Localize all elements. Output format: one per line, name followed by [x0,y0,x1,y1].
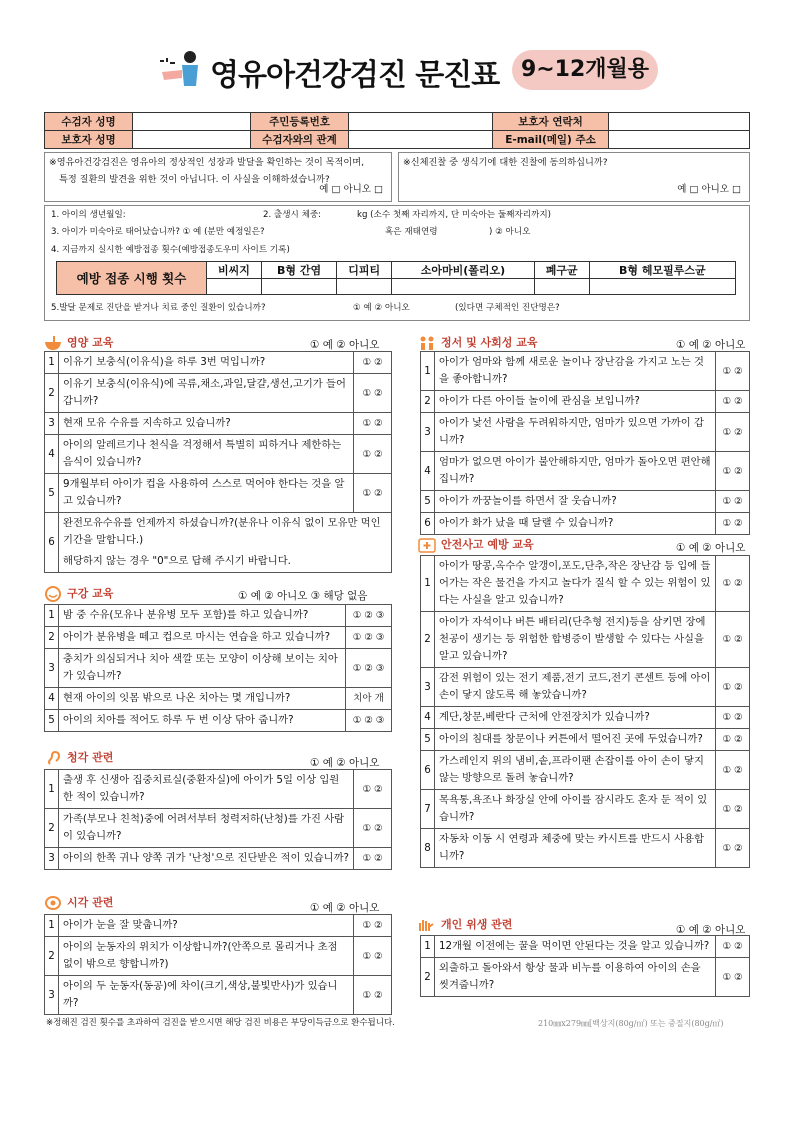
question-number: 3 [45,976,59,1015]
consent-genital-text: ※신체진찰 중 생식기에 대한 진찰에 동의하십니까? [403,157,608,168]
table-row [45,976,392,1015]
question-text: 가스레인지 위의 냄비,솥,프라이팬 손잡이를 아이 손이 닿지 않는 방향으로 돌려 놓습니까? [435,751,716,790]
guardian-name-label: 보호자 성명 [45,131,133,149]
vaccine-hib: B형 헤모필루스균 [589,262,735,279]
table-row [421,491,750,513]
vaccine-count-field[interactable] [534,279,589,295]
hygiene-options: ① 예 ② 아니오 [676,924,746,936]
question-text: 이유기 보충식(이유식)을 하루 3번 먹입니까? [59,352,354,374]
question-text: 출생 후 신생아 집중치료실(중환자실)에 아이가 5일 이상 입원한 적이 있습니까? [59,770,354,809]
footer-notice: ※정해진 검진 횟수를 초과하여 검진을 받으시면 해당 검진 비용은 부당이득금으로 환수됩니다. [46,1018,395,1028]
premature-question: 3. 아이가 미숙아로 태어났습니까? ① 예 (분만 예정일은? [51,227,265,237]
question-text: 가족(부모나 친척)중에 어려서부터 청력저하(난청)를 가진 사람이 있습니까? [59,809,354,848]
question-text: 현재 아이의 잇몸 밖으로 나온 치아는 몇 개입니까? [59,688,346,710]
vaccination-header: 예방 접종 시행 횟수 [57,262,207,295]
answer-options[interactable]: ① ② [354,374,392,413]
answer-options[interactable]: ① ② [716,452,750,491]
table-row [45,435,392,474]
emotion-options: ① 예 ② 아니오 [676,339,746,351]
identity-table [44,112,750,149]
relationship-label: 수검자와의 관계 [251,131,349,149]
oral-table [44,604,392,732]
vision-table [44,914,392,1015]
answer-options[interactable]: ① ② [354,352,392,374]
email-field[interactable] [609,131,750,149]
people-icon [418,335,436,351]
first-aid-icon [418,537,436,553]
hearing-options: ① 예 ② 아니오 [310,757,380,769]
table-row [421,612,750,668]
vision-title-text: 시각 관련 [67,896,114,909]
vaccine-count-field[interactable] [261,279,336,295]
question-number: 7 [421,790,435,829]
smile-icon [44,586,62,602]
question-number: 4 [421,707,435,729]
diagnosis-name-label: (있다면 구체적인 진단명은? [455,303,560,313]
table-row [45,352,392,374]
answer-options[interactable]: ① ② [354,413,392,435]
header [150,44,670,100]
guardian-phone-label: 보호자 연락처 [493,113,609,131]
table-row [421,668,750,707]
hygiene-title [418,916,512,933]
vaccine-bcg: 비씨지 [207,262,262,279]
vaccine-count-field[interactable] [589,279,735,295]
answer-options[interactable]: ① ② [354,435,392,474]
question-text: 아이가 화가 났을 때 달랠 수 있습니까? [435,513,716,535]
guardian-name-field[interactable] [133,131,251,149]
question-text: 아이의 눈동자의 위치가 이상합니까?(안쪽으로 몰리거나 초점 없이 밖으로 향합니까?) [59,937,354,976]
question-number: 3 [421,413,435,452]
table-row [45,413,392,435]
table-row [421,707,750,729]
eye-icon [44,895,62,911]
answer-options[interactable]: ① ② [354,937,392,976]
premature-no-option[interactable]: ) ② 아니오 [489,227,531,237]
question-number: 4 [421,452,435,491]
email-label: E-mail(메일) 주소 [493,131,609,149]
vaccine-polio: 소아마비(폴리오) [392,262,535,279]
gestational-age-label: 혹은 재태연령 [385,227,438,237]
oral-options: ① 예 ② 아니오 ③ 해당 없음 [238,590,368,602]
answer-options[interactable]: ① ② [716,958,750,997]
question-number: 2 [421,612,435,668]
question-number: 6 [45,513,59,573]
oral-title [44,585,113,602]
table-row [421,751,750,790]
question-number: 1 [45,605,59,627]
table-row [421,958,750,997]
vaccine-hepb: B형 간염 [261,262,336,279]
table-row [421,352,750,391]
question-number: 4 [45,688,59,710]
consent-purpose-box [44,152,392,202]
question-text: 아이의 한쪽 귀나 양쪽 귀가 '난청'으로 진단받은 적이 있습니까? [59,848,354,870]
answer-options[interactable]: ① ② [354,915,392,937]
safety-title-text: 안전사고 예방 교육 [441,538,534,551]
answer-options[interactable]: ① ② [716,513,750,535]
answer-options[interactable]: ① ② [354,848,392,870]
question-number: 6 [421,513,435,535]
question-number: 5 [45,474,59,513]
table-row [45,374,392,413]
development-question: 5.발달 문제로 진단을 받거나 치료 중인 질환이 있습니까? [51,303,266,313]
question-text: 아이가 눈을 잘 맞춥니까? [59,915,354,937]
consent-purpose-checkbox[interactable]: 예 □ 아니오 □ [319,184,383,195]
birthdate-label: 1. 아이의 생년월일: [51,210,126,220]
question-number: 2 [421,391,435,413]
question-number: 3 [45,649,59,688]
question-text: 감전 위험이 있는 전기 제품,전기 코드,전기 콘센트 등에 아이 손이 닿지 않도록 해 놓았습니까? [435,668,716,707]
consent-genital-checkbox[interactable]: 예 □ 아니오 □ [677,184,741,195]
question-number: 8 [421,829,435,868]
table-row [421,829,750,868]
question-text: 아이가 낯선 사람을 두려워하지만, 엄마가 있으면 가까이 갑니까? [435,413,716,452]
nutrition-title [44,334,113,351]
question-text-main: 완전모유수유를 언제까지 하셨습니까?(분유나 이유식 없이 모유만 먹인 기간을 말합니다.) [63,517,381,546]
question-text: 12개월 이전에는 꿀을 먹이면 안된다는 것을 알고 있습니까? [435,936,716,958]
table-row [45,937,392,976]
table-row [45,474,392,513]
hands-icon [418,917,436,933]
doctor-icon [158,48,202,90]
question-number: 1 [421,936,435,958]
vision-options: ① 예 ② 아니오 [310,902,380,914]
nutrition-options: ① 예 ② 아니오 [310,339,380,351]
answer-options[interactable]: ① ② ③ [346,710,392,732]
nutrition-table [44,351,392,573]
question-text: 외출하고 돌아와서 항상 물과 비누를 이용하여 아이의 손을 씻겨줍니까? [435,958,716,997]
answer-options[interactable]: ① ② [354,474,392,513]
question-text: 아이가 엄마와 함께 새로운 놀이나 장난감을 가지고 노는 것을 좋아합니까? [435,352,716,391]
table-row [421,729,750,751]
question-number: 5 [45,710,59,732]
bowl-icon [44,335,62,351]
question-text: 아이의 두 눈동자(동공)에 차이(크기,색상,불빛반사)가 있습니까? [59,976,354,1015]
question-number: 1 [45,352,59,374]
table-row [421,391,750,413]
vaccine-count-field[interactable] [337,279,392,295]
question-number: 1 [421,352,435,391]
ear-icon [44,750,62,766]
hygiene-title-text: 개인 위생 관련 [441,918,513,931]
question-text-note: 해당하지 않는 경우 "0"으로 답해 주시기 바랍니다. [63,555,291,567]
emotion-title [418,334,538,351]
hearing-title-text: 청각 관련 [67,751,114,764]
question-text: 아이의 치아를 적어도 하루 두 번 이상 닦아 줍니까? [59,710,346,732]
question-text: 아이가 까꿍놀이를 하면서 잘 웃습니까? [435,491,716,513]
answer-options[interactable]: ① ② ③ [346,649,392,688]
question-number: 5 [421,491,435,513]
paper-spec: 210㎜x279㎜[백상지(80g/㎡) 또는 중질지(80g/㎡) [538,1019,724,1028]
table-row [45,605,392,627]
table-row [421,936,750,958]
birth-weight-unit: kg (소수 첫째 자리까지, 단 미숙아는 둘째자리까지) [357,210,551,220]
answer-options[interactable]: ① ② [716,556,750,612]
vaccine-count-field[interactable] [207,279,262,295]
answer-options[interactable]: ① ② [354,770,392,809]
relationship-field[interactable] [349,131,493,149]
vaccine-pneumococcal: 폐구균 [534,262,589,279]
consent-genital-box [398,152,750,202]
question-number: 2 [45,937,59,976]
question-number: 3 [45,848,59,870]
answer-options[interactable]: ① ② [716,936,750,958]
answer-options[interactable]: ① ② [716,612,750,668]
guardian-phone-field[interactable] [609,113,750,131]
resident-number-field[interactable] [349,113,493,131]
hygiene-table [420,935,750,997]
question-number: 5 [421,729,435,751]
question-number: 4 [45,435,59,474]
answer-options[interactable]: ① ② [716,790,750,829]
patient-name-field[interactable] [133,113,251,131]
consent-purpose-text: ※영유아건강검진은 영유아의 정상적인 성장과 발달을 확인하는 것이 목적이며, [49,157,365,168]
question-text: 현재 모유 수유를 지속하고 있습니까? [59,413,354,435]
table-row [45,770,392,809]
vaccine-count-field[interactable] [392,279,535,295]
vaccination-table [56,261,736,295]
table-row [421,452,750,491]
question-text: 이유기 보충식(이유식)에 곡류,채소,과일,달걀,생선,고기가 들어갑니까? [59,374,354,413]
question-text: 엄마가 없으면 아이가 불안해하지만, 엄마가 돌아오면 편안해집니까? [435,452,716,491]
question-text: 아이의 알레르기나 천식을 걱정해서 특별히 피하거나 제한하는 음식이 있습니까? [59,435,354,474]
table-row [45,710,392,732]
question-text: 아이가 분유병을 떼고 컵으로 마시는 연습을 하고 있습니까? [59,627,346,649]
emotion-table [420,351,750,535]
table-row [45,513,392,573]
table-row [421,513,750,535]
question-text: 아이의 침대를 창문이나 커튼에서 떨어진 곳에 두었습니까? [435,729,716,751]
answer-options[interactable]: ① ② [716,829,750,868]
question-text: 9개월부터 아이가 컵을 사용하여 스스로 먹어야 한다는 것을 알고 있습니까? [59,474,354,513]
hearing-title [44,749,113,766]
emotion-title-text: 정서 및 사회성 교육 [441,336,538,349]
development-options[interactable]: ① 예 ② 아니오 [353,303,410,313]
answer-options[interactable]: ① ② [354,809,392,848]
table-row [45,688,392,710]
table-row [45,627,392,649]
question-number: 1 [421,556,435,612]
question-number: 2 [45,627,59,649]
question-text: 아이가 땅콩,옥수수 알갱이,포도,단추,작은 장난감 등 입에 들어가는 작은 물건을 가지고 놀다가 질식 할 수 있는 위험이 있다는 사실을 알고 있습니까? [435,556,716,612]
question-text: 충치가 의심되거나 치아 색깔 또는 모양이 이상해 보이는 치아가 있습니까? [59,649,346,688]
answer-options[interactable]: ① ② [716,413,750,452]
answer-options[interactable]: ① ② [716,352,750,391]
table-row [45,915,392,937]
birth-weight-label: 2. 출생시 체중: [263,210,322,220]
question-number: 6 [421,751,435,790]
question-text[interactable] [59,513,392,573]
table-row [421,413,750,452]
question-text: 자동차 이동 시 연령과 체중에 맞는 카시트를 반드시 사용합니까? [435,829,716,868]
table-row [45,649,392,688]
question-number: 2 [45,374,59,413]
oral-title-text: 구강 교육 [67,587,114,600]
table-row [45,848,392,870]
table-row [421,790,750,829]
answer-options[interactable]: ① ② [716,391,750,413]
nutrition-title-text: 영양 교육 [67,336,114,349]
question-number: 1 [45,915,59,937]
answer-options[interactable]: ① ② [716,491,750,513]
question-number: 2 [45,809,59,848]
table-row [45,809,392,848]
answer-options[interactable]: ① ② [716,729,750,751]
question-text: 밤 중 수유(모유나 분유병 모두 포함)를 하고 있습니까? [59,605,346,627]
question-text: 아이가 자석이나 버튼 배터리(단추형 전지)등을 삼키면 장에 천공이 생기는 등 위험한 합병증이 발생할 수 있다는 사실을 알고 있습니까? [435,612,716,668]
answer-options[interactable]: ① ② ③ [346,605,392,627]
question-text: 목욕통,욕조나 화장실 안에 아이를 잠시라도 혼자 둔 적이 있습니까? [435,790,716,829]
question-number: 2 [421,958,435,997]
question-number: 3 [421,668,435,707]
page-title: 영유아건강검진 문진표 [210,58,500,93]
consent-purpose-text-2: 특정 질환의 발견을 위한 것이 아닙니다. 이 사실을 이해하셨습니까? [59,174,330,185]
table-row [421,556,750,612]
answer-options[interactable]: ① ② [716,751,750,790]
question-number: 1 [45,770,59,809]
tooth-count-field[interactable]: 치아 개 [346,688,392,710]
hearing-table [44,769,392,870]
safety-title [418,536,534,553]
vaccination-count-label: 4. 지금까지 실시한 예방접종 횟수(예방접종도우미 사이트 기록) [51,245,290,255]
answer-options[interactable]: ① ② [716,707,750,729]
answer-options[interactable]: ① ② [354,976,392,1015]
safety-options: ① 예 ② 아니오 [676,542,746,554]
question-text: 아이가 다른 아이들 놀이에 관심을 보입니까? [435,391,716,413]
vaccine-dtp: 디피티 [337,262,392,279]
question-text: 계단,창문,베란다 근처에 안전장치가 있습니까? [435,707,716,729]
resident-number-label: 주민등록번호 [251,113,349,131]
answer-options[interactable]: ① ② [716,668,750,707]
answer-options[interactable]: ① ② ③ [346,627,392,649]
patient-name-label: 수검자 성명 [45,113,133,131]
question-number: 3 [45,413,59,435]
vision-title [44,894,113,911]
safety-table [420,555,750,868]
age-badge: 9~12개월용 [512,50,658,90]
